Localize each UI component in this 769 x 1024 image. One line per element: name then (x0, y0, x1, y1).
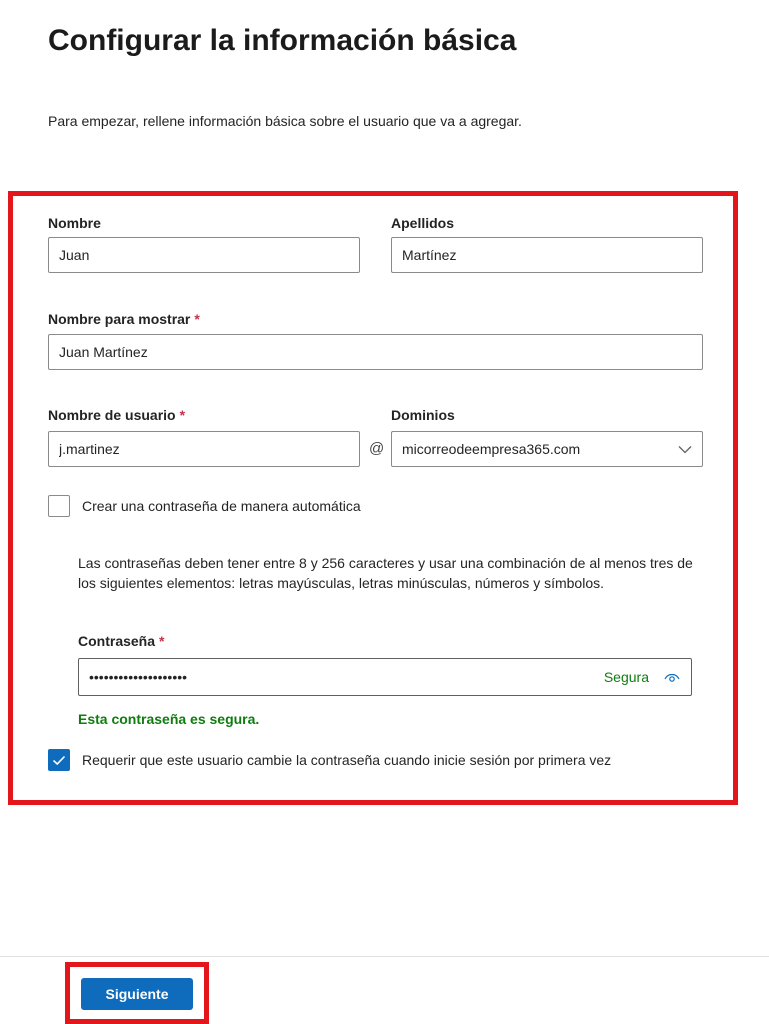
last-name-label: Apellidos (391, 215, 455, 231)
password-field[interactable] (78, 658, 692, 696)
at-symbol: @ (369, 440, 385, 457)
password-label (78, 633, 164, 649)
required-mark: * (194, 311, 200, 327)
domain-select[interactable] (391, 431, 703, 467)
require-change-label: Requerir que este usuario cambie la contraseña cuando inicie sesión por primera vez (82, 752, 612, 768)
password-strength-indicator: Segura (603, 669, 649, 685)
page-title: Configurar la información básica (48, 24, 517, 57)
display-name-label (48, 311, 200, 327)
username-input[interactable] (48, 431, 360, 467)
username-label-text: Nombre de usuario (48, 407, 176, 423)
required-mark: * (159, 633, 165, 649)
require-change-checkbox[interactable] (48, 749, 70, 771)
checkmark-icon (52, 755, 66, 766)
first-name-input[interactable] (48, 237, 360, 273)
auto-password-checkbox[interactable] (48, 495, 70, 517)
footer-divider (0, 956, 769, 957)
last-name-input[interactable] (391, 237, 703, 273)
required-mark: * (179, 407, 186, 423)
password-requirements-text: Las contraseñas deben tener entre 8 y 256 caracteres y usar una combinación de al menos tres de los siguientes elementos: letras mayúsculas, letras minúsculas, números y símbolos. (78, 555, 693, 591)
eye-icon[interactable] (663, 670, 681, 684)
next-button[interactable]: Siguiente (81, 978, 193, 1010)
display-name-label-text: Nombre para mostrar (48, 311, 191, 327)
auto-password-label: Crear una contraseña de manera automática (82, 498, 361, 514)
page-intro: Para empezar, rellene información básica sobre el usuario que va a agregar. (48, 113, 522, 129)
first-name-label: Nombre (48, 215, 101, 231)
chevron-down-icon (678, 445, 692, 454)
password-strength-message: Esta contraseña es segura. (78, 711, 260, 727)
password-label-text: Contraseña (78, 633, 156, 649)
password-input[interactable]: •••••••••••••••••••• (89, 669, 188, 685)
domain-selected-value: micorreodeempresa365.com (402, 441, 581, 457)
display-name-input[interactable] (48, 334, 703, 370)
domains-label: Dominios (391, 407, 455, 423)
username-label (48, 407, 185, 423)
